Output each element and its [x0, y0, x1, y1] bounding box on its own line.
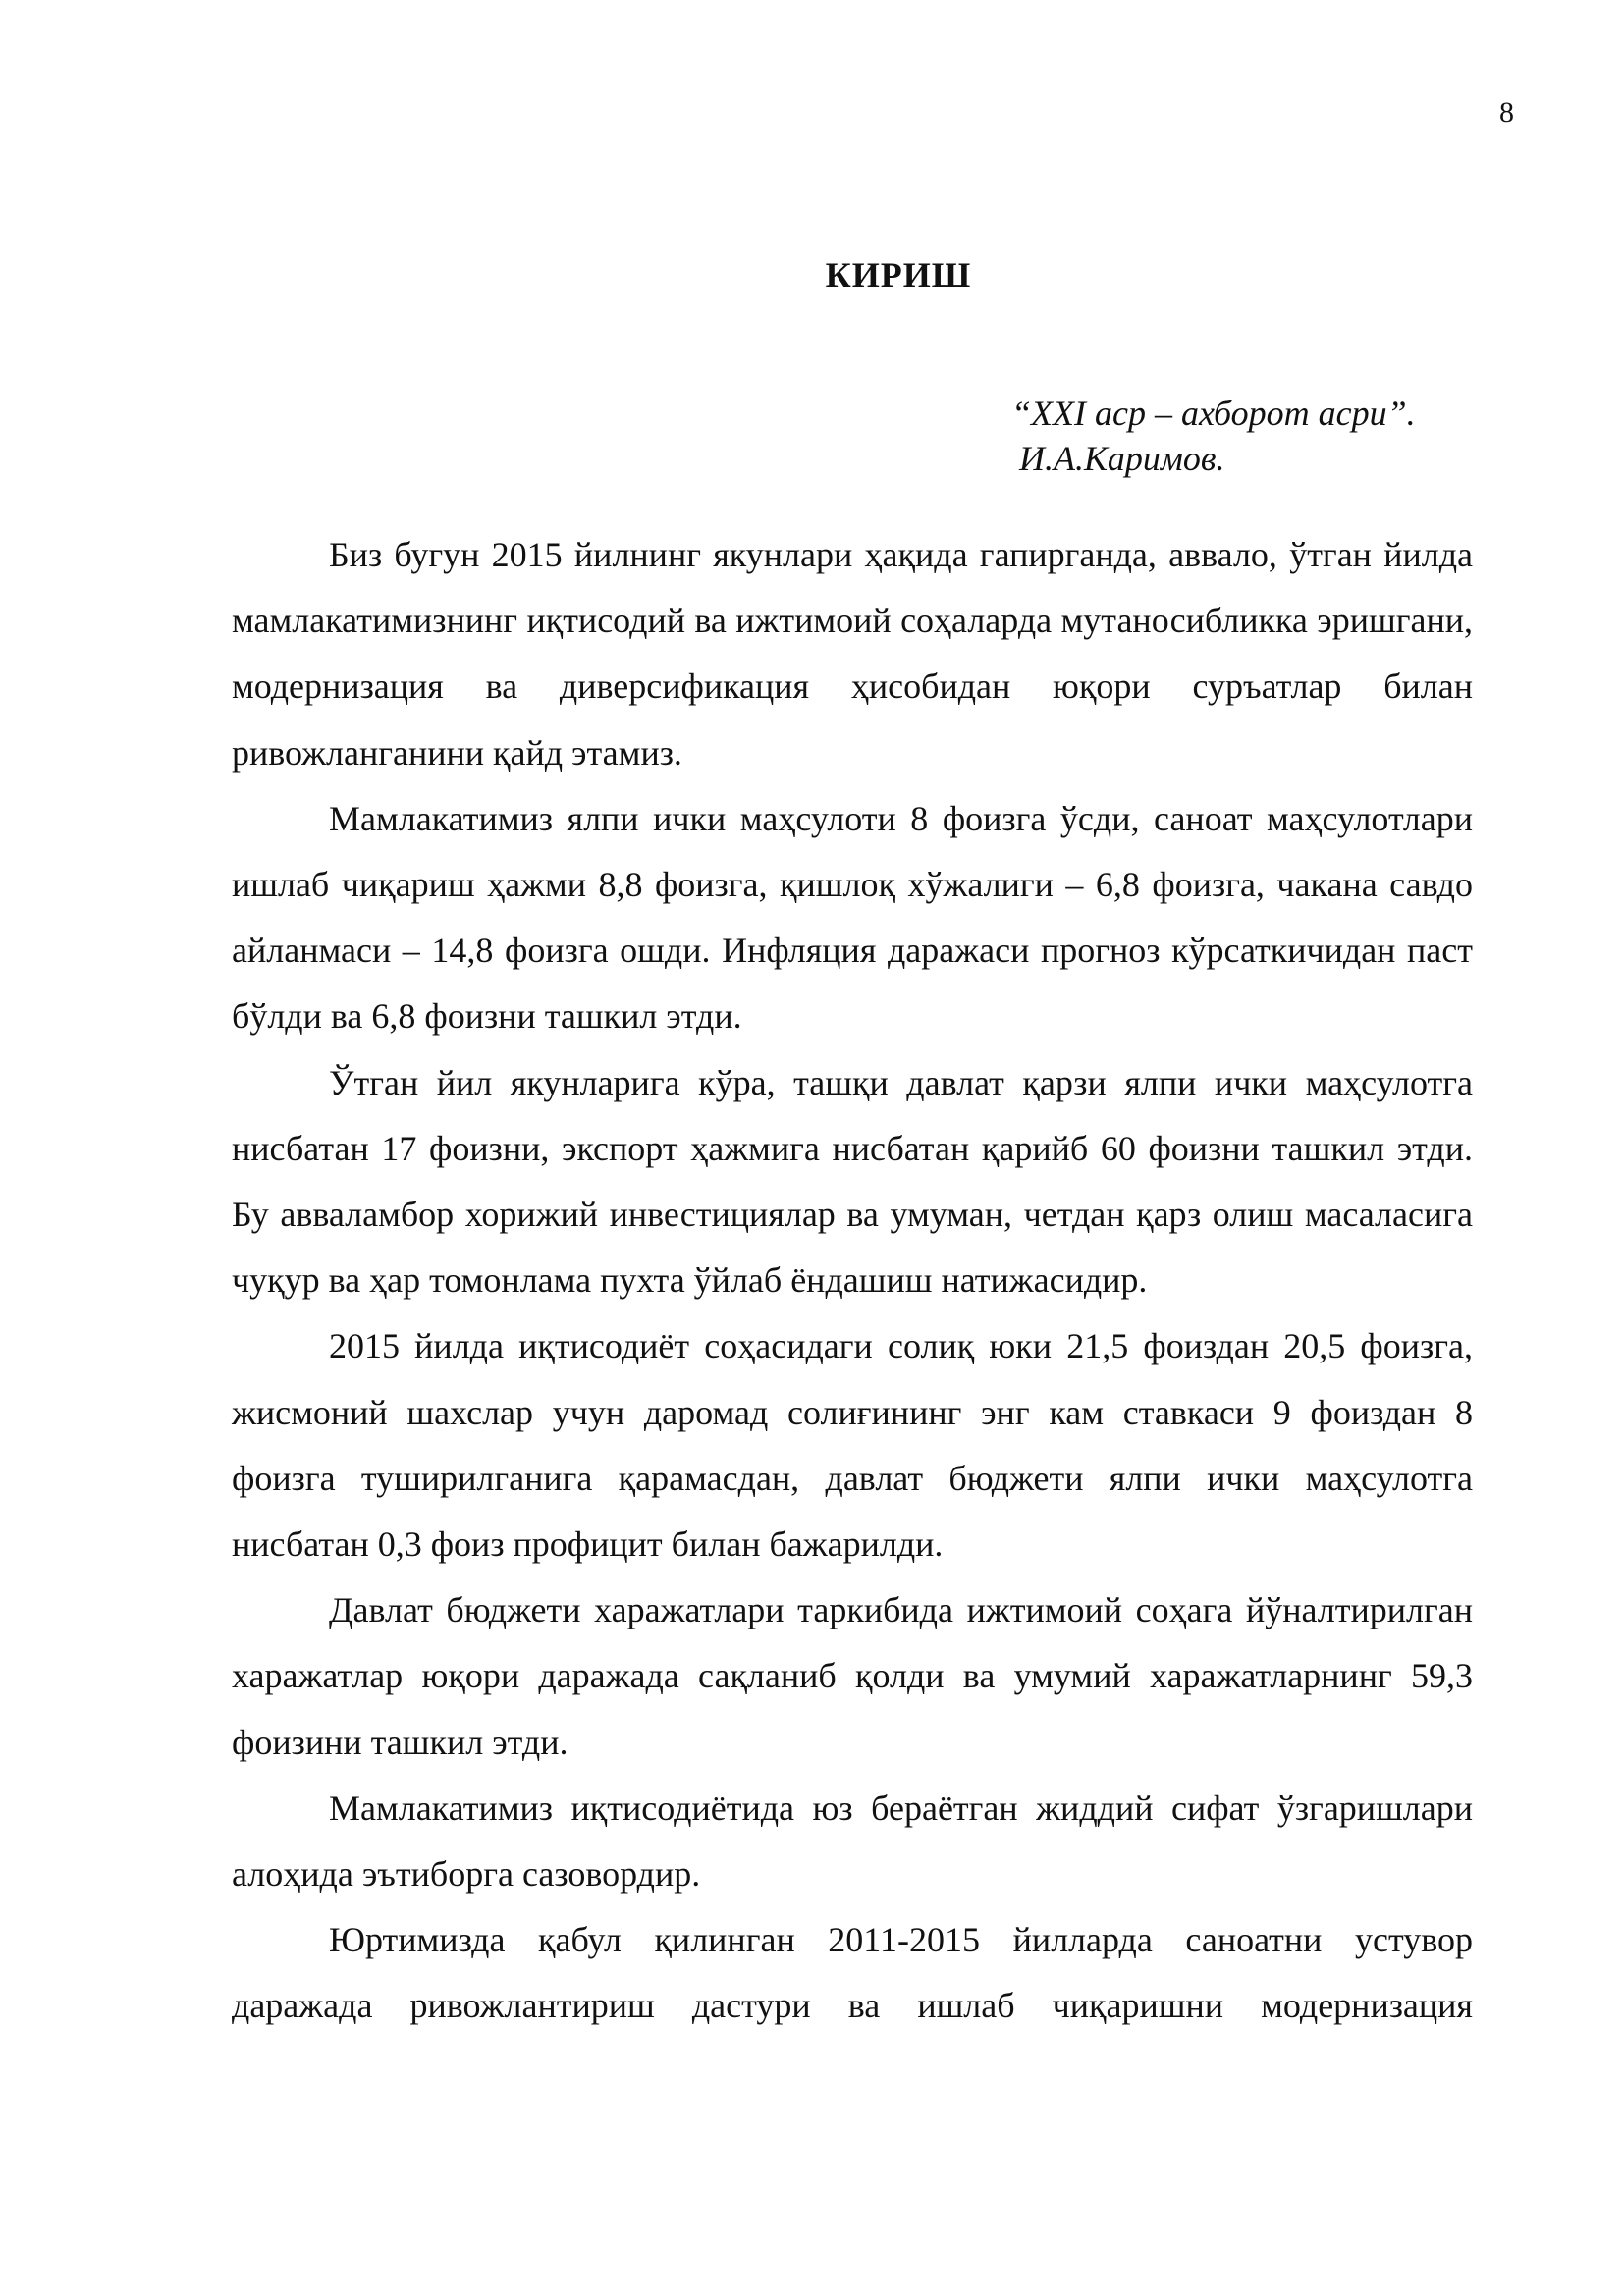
paragraph-2: Мамлакатимиз ялпи ички маҳсулоти 8 фоизга ўсди, саноат маҳсулотлари ишлаб чиқариш ҳажми 8,8 фоизга, қишлоқ хўжалиги – 6,8 фоизга, чакана савдо айланмаси – 14,8 фоизга ошди. Инфляция даражаси прогноз кўрсаткичидан паст бўлди ва 6,8 фоизни ташкил этди. [232, 798, 1473, 1037]
section-title: КИРИШ [825, 255, 972, 294]
body-text [232, 522, 1473, 2040]
paragraph-3: Ўтган йил якунларига кўра, ташқи давлат қарзи ялпи ички маҳсулотга нисбатан 17 фоизни, экспорт ҳажмига нисбатан қарийб 60 фоизни ташкил этди. Бу авваламбор хорижий инвестициялар ва умуман, четдан қарз олиш масаласига чуқур ва ҳар томонлама пухта ўйлаб ёндашиш натижасидир. [232, 1062, 1473, 1301]
paragraph-7: Юртимизда қабул қилинган 2011-2015 йилларда саноатни устувор даражада ривожлантириш дастури ва ишлаб чиқаришни модернизация [232, 1920, 1473, 2026]
page-number: 8 [1499, 96, 1514, 129]
epigraph-author: И.А.Каримов. [1019, 439, 1225, 478]
paragraph-5: Давлат бюджети харажатлари таркибида ижтимоий соҳага йўналтирилган харажатлар юқори даражада сақланиб қолди ва умумий харажатларнинг 59,3 фоизини ташкил этди. [232, 1590, 1473, 1762]
paragraph-1: Биз бугун 2015 йилнинг якунлари ҳақида гапирганда, аввало, ўтган йилда мамлакатимизнинг иқтисодий ва ижтимоий соҳаларда мутаносибликка эришгани, модернизация ва диверсификация ҳисобидан юқори суръатлар билан ривожланганини қайд этамиз. [232, 535, 1473, 773]
epigraph [1011, 391, 1473, 481]
paragraph-6: Мамлакатимиз иқтисодиётида юз бераётган жиддий сифат ўзгаришлари алоҳида эътиборга сазовордир. [232, 1788, 1473, 1895]
paragraph-4: 2015 йилда иқтисодиёт соҳасидаги солиқ юки 21,5 фоиздан 20,5 фоизга, жисмоний шахслар учун даромад солиғининг энг кам ставкаси 9 фоиздан 8 фоизга туширилганига қарамасдан, давлат бюджети ялпи ички маҳсулотга нисбатан 0,3 фоиз профицит билан бажарилди. [232, 1326, 1473, 1565]
epigraph-quote: “XXI аср – ахборот асри”. [1011, 394, 1416, 433]
